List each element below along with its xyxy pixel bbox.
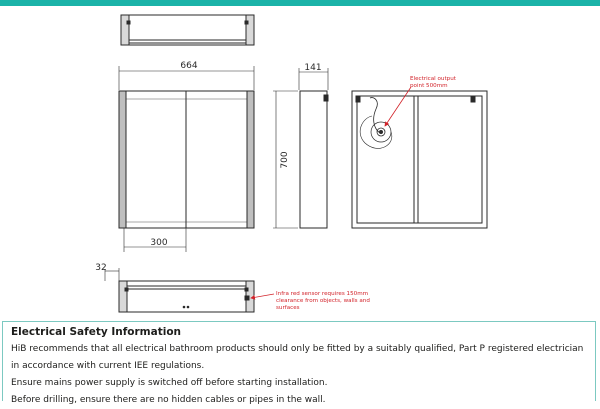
rear-elevation xyxy=(352,91,487,228)
width-dimension-label: 664 xyxy=(180,61,198,71)
bottom-plan-view xyxy=(105,268,254,312)
front-elevation xyxy=(119,66,254,252)
safety-line: HiB recommends that all electrical bathroom products should only be fitted by a suitably qualified, Part P registered electrician xyxy=(11,344,584,354)
height-dimension-label: 700 xyxy=(280,151,290,169)
electrical-output-leader xyxy=(385,87,411,126)
electrical-output-note-line-1: Electrical output xyxy=(410,76,456,82)
sensor-note-line-2: clearance from objects, walls and xyxy=(276,298,370,304)
safety-title: Electrical Safety Information xyxy=(11,326,182,338)
sensor-note-line-3: surfaces xyxy=(276,305,300,311)
depth-dimension-label: 141 xyxy=(304,63,322,73)
top-plan-view xyxy=(121,15,254,45)
electrical-safety-panel xyxy=(2,321,596,405)
safety-line: Before drilling, ensure there are no hidden cables or pipes in the wall. xyxy=(11,395,326,405)
side-elevation xyxy=(273,68,328,228)
door-width-dimension-label: 300 xyxy=(150,238,168,248)
sensor-note-line-1: Infra red sensor requires 150mm xyxy=(276,291,369,297)
safety-line: in accordance with current IEE regulations. xyxy=(11,361,205,371)
offset-dimension-label: 32 xyxy=(95,263,107,273)
safety-line: Ensure mains power supply is switched off before starting installation. xyxy=(11,378,328,388)
electrical-output-note-line-2: point 500mm xyxy=(410,83,448,89)
